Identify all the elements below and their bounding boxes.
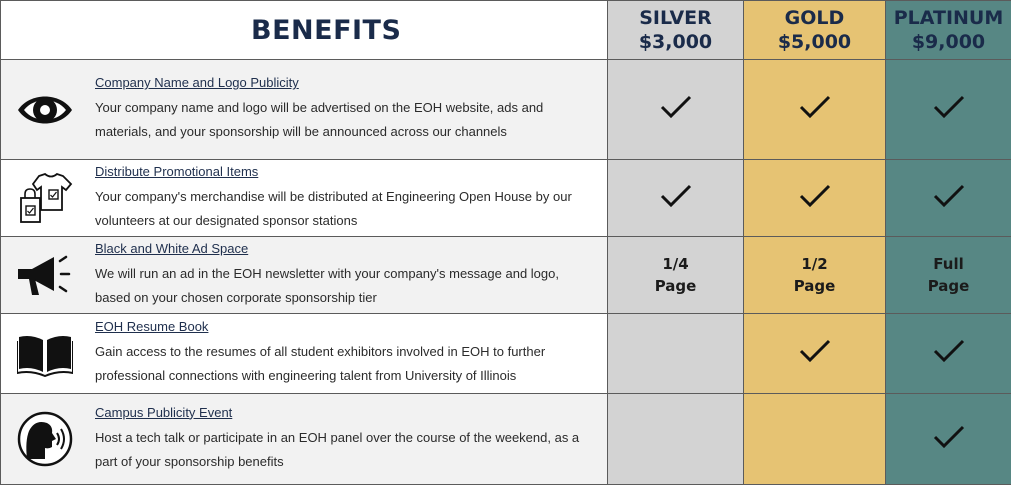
book-icon xyxy=(17,331,73,377)
benefit-description: Host a tech talk or participate in an EOH panel over the course of the weekend, as a part of your sponsorship benefits xyxy=(95,426,597,474)
gold-tier-name: GOLD xyxy=(785,7,845,29)
checkmark-icon xyxy=(798,94,832,120)
platinum-checkmark-cell xyxy=(886,394,1011,485)
silver-ad-size-cell xyxy=(608,237,744,314)
checkmark-icon xyxy=(932,338,966,364)
checkmark-icon xyxy=(932,424,966,450)
megaphone-icon xyxy=(16,251,74,299)
gold-checkmark-cell xyxy=(744,160,886,237)
merchandise-icon xyxy=(17,170,73,226)
ad-size-fraction: Full xyxy=(886,253,1011,275)
platinum-checkmark-cell xyxy=(886,160,1011,237)
gold-tier-price: $5,000 xyxy=(778,31,851,53)
benefit-row-ad-space xyxy=(1,237,1011,314)
eye-icon xyxy=(16,90,74,130)
header-row xyxy=(1,1,1011,60)
platinum-checkmark-cell xyxy=(886,60,1011,160)
ad-size-unit: Page xyxy=(744,275,885,297)
benefit-row-promotional-items xyxy=(1,160,1011,237)
gold-checkmark-cell xyxy=(744,60,886,160)
benefit-title[interactable]: Distribute Promotional Items xyxy=(95,164,597,179)
platinum-checkmark-cell xyxy=(886,314,1011,394)
benefits-heading: BENEFITS xyxy=(1,1,608,60)
benefit-description: Gain access to the resumes of all student exhibitors involved in EOH to further professional connections with engineering talent from University of Illinois xyxy=(95,340,597,388)
platinum-tier-header xyxy=(886,1,1011,60)
benefit-row-campus-event xyxy=(1,394,1011,485)
benefit-description: We will run an ad in the EOH newsletter with your company's message and logo, based on your chosen corporate sponsorship tier xyxy=(95,262,597,310)
platinum-ad-size-cell xyxy=(886,237,1011,314)
benefit-title[interactable]: Black and White Ad Space xyxy=(95,241,597,256)
gold-empty-cell xyxy=(744,394,886,485)
benefit-cell xyxy=(1,314,608,394)
speaking-head-icon xyxy=(17,411,73,467)
benefit-cell xyxy=(1,394,608,485)
benefit-title[interactable]: Company Name and Logo Publicity xyxy=(95,75,597,90)
checkmark-icon xyxy=(798,183,832,209)
silver-tier-name: SILVER xyxy=(639,7,712,29)
ad-size-unit: Page xyxy=(608,275,743,297)
benefit-cell xyxy=(1,160,608,237)
benefit-description: Your company's merchandise will be distributed at Engineering Open House by our volunteers at our designated sponsor stations xyxy=(95,185,597,233)
gold-ad-size-cell xyxy=(744,237,886,314)
silver-checkmark-cell xyxy=(608,160,744,237)
checkmark-icon xyxy=(659,94,693,120)
benefit-cell xyxy=(1,237,608,314)
silver-empty-cell xyxy=(608,314,744,394)
ad-size-unit: Page xyxy=(886,275,1011,297)
checkmark-icon xyxy=(932,183,966,209)
platinum-tier-price: $9,000 xyxy=(912,31,985,53)
ad-size-fraction: 1/2 xyxy=(744,253,885,275)
benefit-row-resume-book xyxy=(1,314,1011,394)
checkmark-icon xyxy=(932,94,966,120)
benefit-cell xyxy=(1,60,608,160)
silver-tier-header xyxy=(608,1,744,60)
platinum-tier-name: PLATINUM xyxy=(894,7,1004,29)
silver-tier-price: $3,000 xyxy=(639,31,712,53)
benefit-title[interactable]: EOH Resume Book xyxy=(95,319,597,334)
benefit-title[interactable]: Campus Publicity Event xyxy=(95,405,597,420)
silver-empty-cell xyxy=(608,394,744,485)
ad-size-fraction: 1/4 xyxy=(608,253,743,275)
benefit-row-logo-publicity xyxy=(1,60,1011,160)
silver-checkmark-cell xyxy=(608,60,744,160)
checkmark-icon xyxy=(659,183,693,209)
benefit-description: Your company name and logo will be advertised on the EOH website, ads and materials, and your sponsorship will be announced across our channels xyxy=(95,96,597,144)
gold-checkmark-cell xyxy=(744,314,886,394)
checkmark-icon xyxy=(798,338,832,364)
gold-tier-header xyxy=(744,1,886,60)
